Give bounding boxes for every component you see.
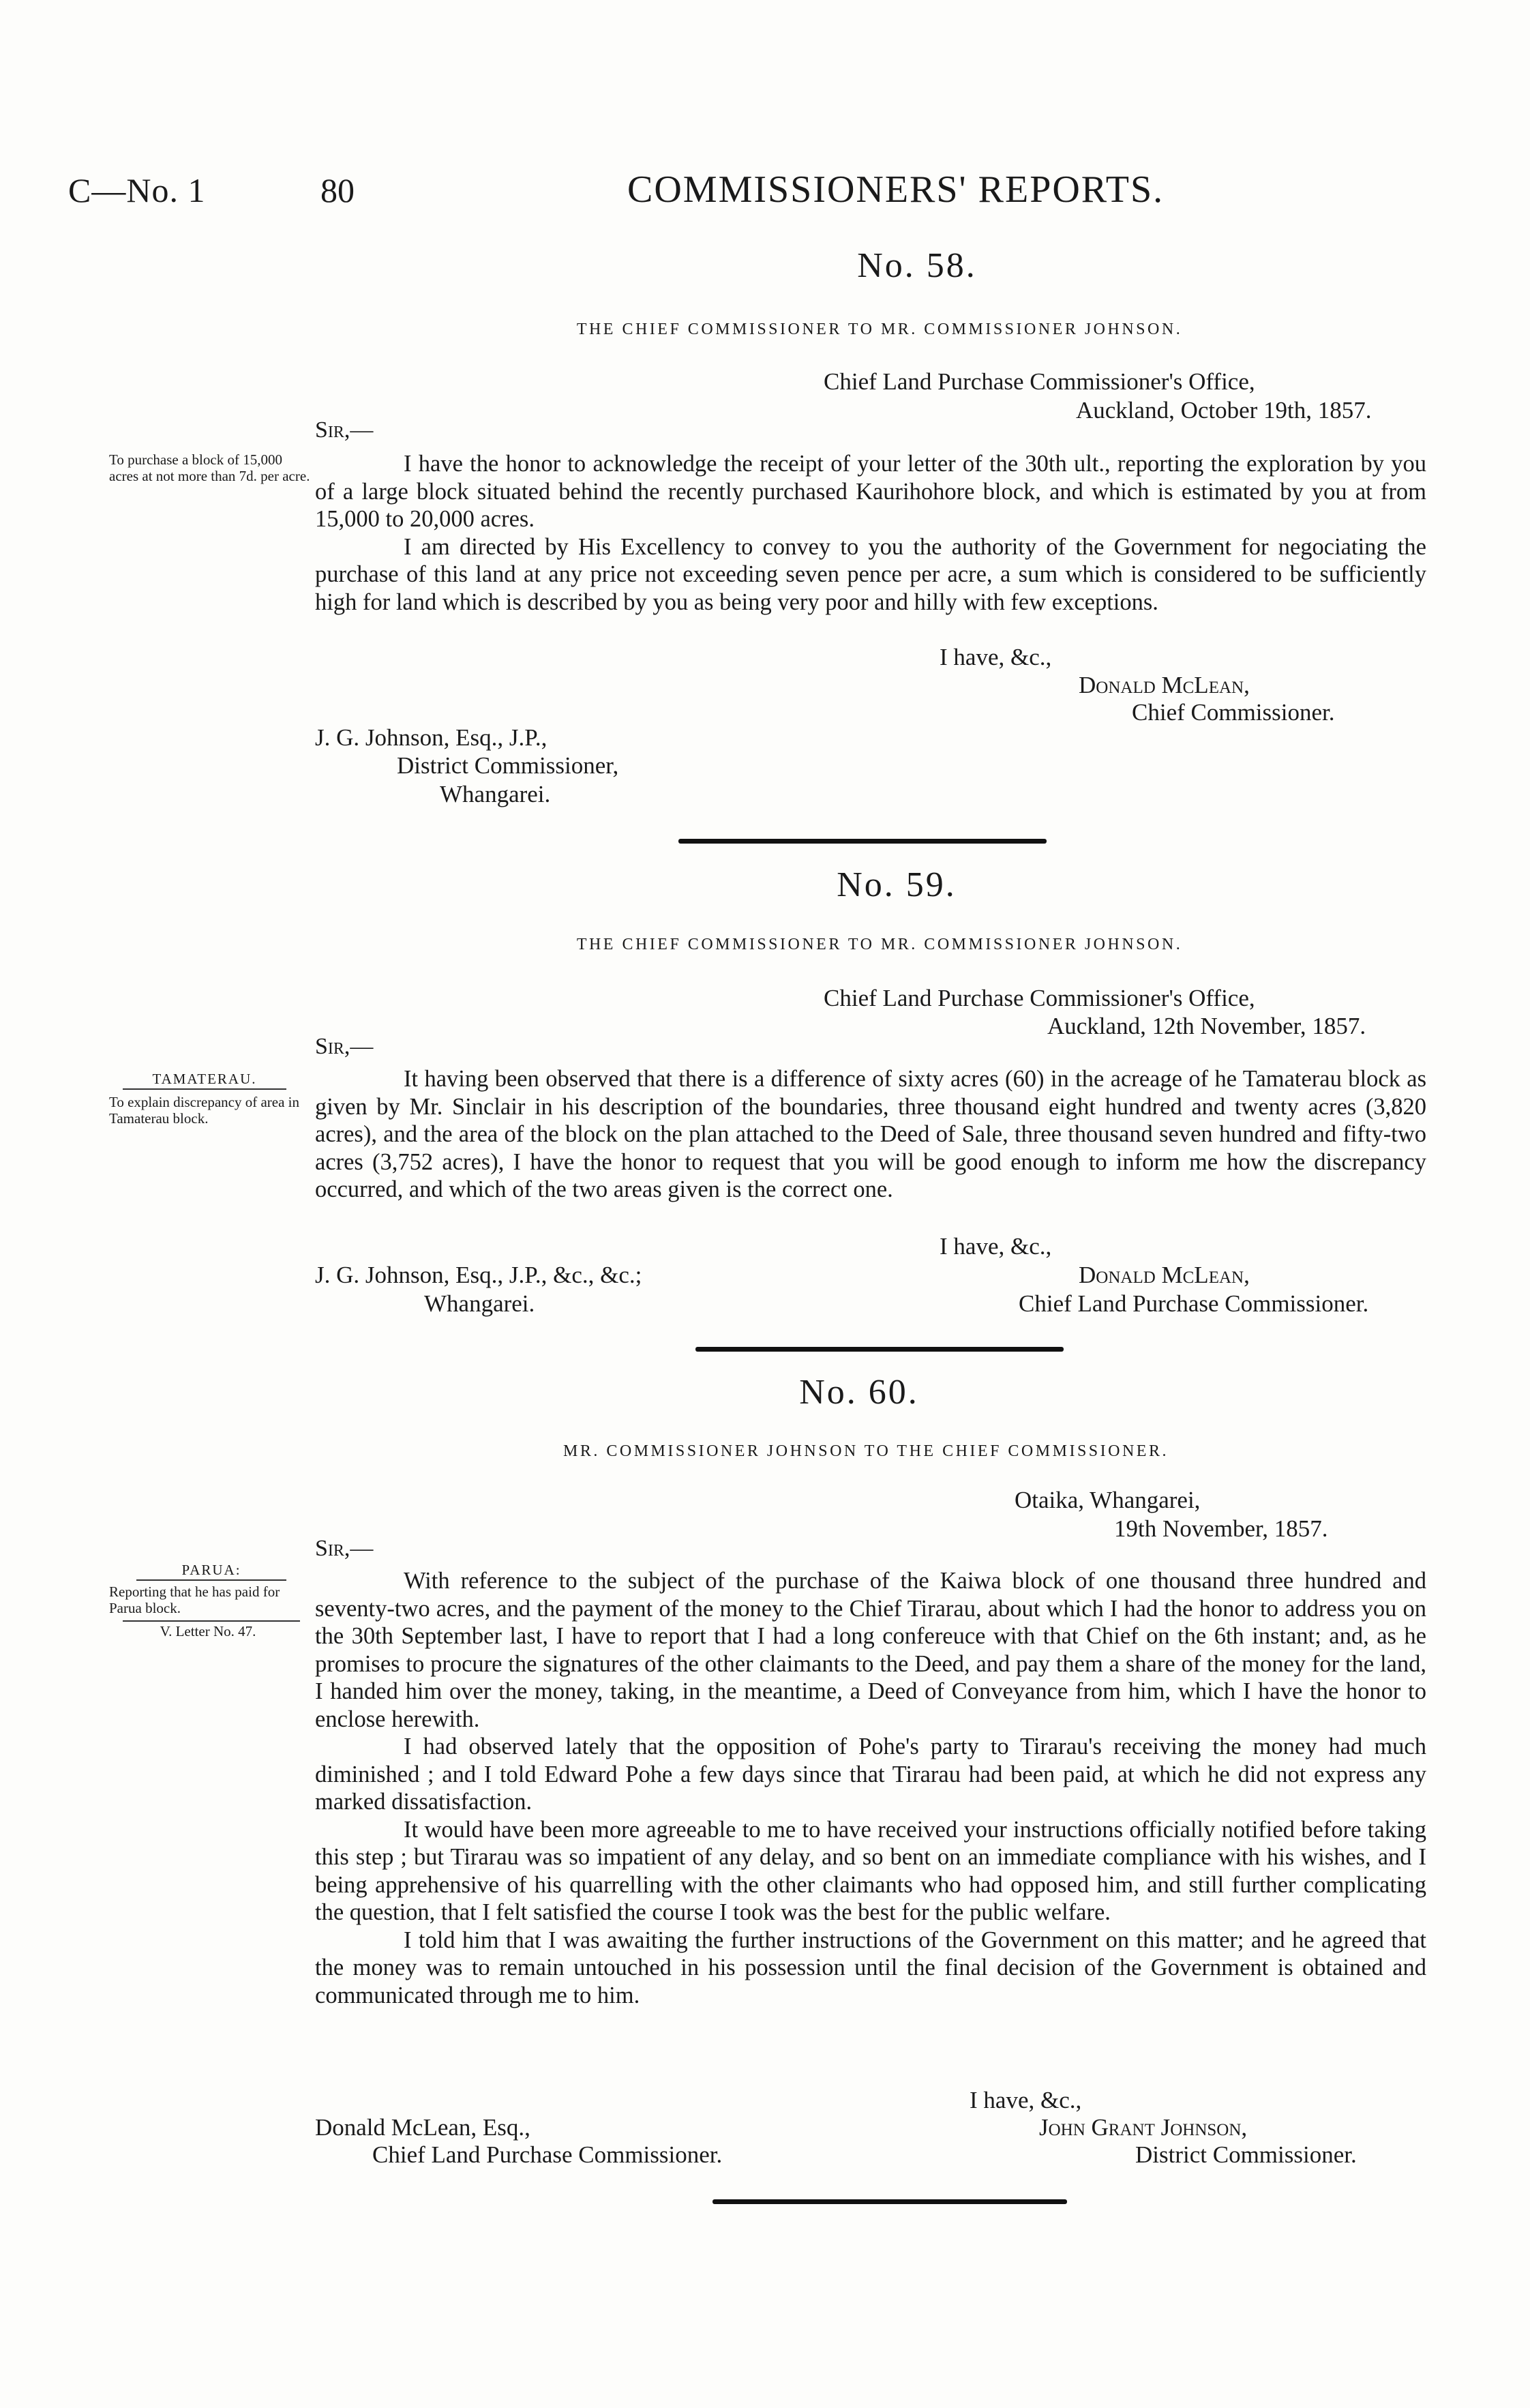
signature-title: Chief Commissioner. <box>1132 699 1335 726</box>
paragraph: I told him that I was awaiting the further instructions of the Government on this matter; and he agreed that the money was to remain untouched in his possession until the final decision of the Government is obtained and communicated through me to him. <box>315 1927 1426 2008</box>
paragraph: It having been observed that there is a difference of sixty acres (60) in the acreage of he Tamaterau block as given by Mr. Sinclair in his description of the boundaries, three thousand eight hundred and twenty acres (3,820 acres), and the area of the block on the plan attached to the Deed of Sale, three thousand seven hundred and fifty-two acres (3,752 acres), I have the honor to request that you will be good enough to inform me how the discrepancy occurred, and which of the two areas given is the correct one. <box>315 1066 1426 1202</box>
recipient-line: Whangarei. <box>440 781 551 807</box>
margin-note: To explain discrepancy of area in Tamaterau block. <box>109 1094 299 1127</box>
margin-rule <box>123 1088 286 1090</box>
letter-heading: MR. COMMISSIONER JOHNSON TO THE CHIEF COMMISSIONER. <box>563 1442 1169 1460</box>
signature-title: District Commissioner. <box>1135 2141 1357 2168</box>
salutation: Sir,— <box>315 417 374 443</box>
letter-address-line: 19th November, 1857. <box>1114 1515 1328 1542</box>
signature: Donald McLean, <box>1079 1262 1250 1288</box>
margin-note: To purchase a block of 15,000 acres at not more than 7d. per acre. <box>109 451 310 484</box>
recipient-line: Donald McLean, Esq., <box>315 2114 530 2141</box>
section-divider <box>695 1347 1064 1352</box>
paragraph: I had observed lately that the opposition of Pohe's party to Tirarau's receiving the money had much diminished ; and I told Edward Pohe a few days since that Tirarau had been paid, at which he did not express any marked dissatisfaction. <box>315 1734 1426 1815</box>
paragraph: I have the honor to acknowledge the receipt of your letter of the 30th ult., reporting the exploration by you of a large block situated behind the recently purchased Kaurihohore block, and which is estimated by you at from 15,000 to 20,000 acres. <box>315 451 1426 532</box>
recipient-line: District Commissioner, <box>397 752 619 779</box>
closing: I have, &c., <box>940 644 1052 670</box>
header-section-ref: C—No. 1 <box>68 171 206 209</box>
letter-number: No. 60. <box>799 1373 919 1412</box>
recipient-line: J. G. Johnson, Esq., J.P., &c., &c.; <box>315 1262 642 1288</box>
salutation: Sir,— <box>315 1034 374 1059</box>
signature: John Grant Johnson, <box>1039 2114 1248 2141</box>
recipient-line: Chief Land Purchase Commissioner. <box>372 2141 723 2168</box>
salutation: Sir,— <box>315 1536 374 1561</box>
letter-body <box>315 450 1426 616</box>
signature: Donald McLean, <box>1079 672 1250 698</box>
letter-heading: THE CHIEF COMMISSIONER TO MR. COMMISSIONER JOHNSON. <box>576 936 1183 953</box>
letter-body <box>315 1567 1426 2009</box>
section-divider <box>712 2199 1067 2204</box>
letter-address-line: Auckland, 12th November, 1857. <box>1047 1013 1366 1039</box>
paragraph: With reference to the subject of the purchase of the Kaiwa block of one thousand three hundred and seventy-two acres, and the payment of the money to the Chief Tirarau, about which I had the honor to address you on the 30th September last, I have to report that I had a long confereuce with that Chief on the 6th instant; and, as he promises to procure the signatures of the other claimants to the Deed, and pay them a share of the money for the land, I handed him over the money, taking, in the meantime, a Deed of Conveyance from him, which I have the honor to enclose herewith. <box>315 1568 1426 1732</box>
margin-rule <box>136 1579 286 1581</box>
margin-note: Reporting that he has paid for Parua block. <box>109 1584 280 1616</box>
letter-number: No. 58. <box>857 246 977 285</box>
paragraph: It would have been more agreeable to me to have received your instructions officially notified before taking this step ; but Tirarau was so impatient of any delay, and so bent on an immediate compliance with his wishes, and I being apprehensive of his quarrelling with the other claimants who had opposed him, and still further complicating the question, that I felt satisfied the course I took was the best for the public welfare. <box>315 1816 1426 1925</box>
letter-address-line: Chief Land Purchase Commissioner's Office, <box>824 985 1255 1011</box>
paragraph: I am directed by His Excellency to convey to you the authority of the Government for negociating the purchase of this land at any price not exceeding seven pence per acre, a sum which is considered to be sufficiently high for land which is described by you as being very poor and hilly with few exceptions. <box>315 533 1426 615</box>
letter-address-line: Auckland, October 19th, 1857. <box>1076 397 1372 423</box>
signature-title: Chief Land Purchase Commissioner. <box>1019 1290 1369 1317</box>
margin-title: TAMATERAU. <box>152 1071 257 1087</box>
header-page-number: 80 <box>320 171 355 209</box>
letter-address-line: Otaika, Whangarei, <box>1015 1487 1201 1513</box>
section-divider <box>678 839 1047 844</box>
header-title: COMMISSIONERS' REPORTS. <box>627 168 1165 211</box>
closing: I have, &c., <box>940 1233 1052 1260</box>
letter-address-line: Chief Land Purchase Commissioner's Office, <box>824 368 1255 395</box>
letter-body <box>315 1065 1426 1204</box>
margin-title: PARUA: <box>181 1562 241 1578</box>
margin-rule <box>123 1620 300 1622</box>
letter-number: No. 59. <box>837 865 957 904</box>
margin-reference: V. Letter No. 47. <box>160 1623 256 1639</box>
recipient-line: J. G. Johnson, Esq., J.P., <box>315 724 548 751</box>
closing: I have, &c., <box>970 2087 1082 2113</box>
letter-heading: THE CHIEF COMMISSIONER TO MR. COMMISSIONER JOHNSON. <box>576 321 1183 338</box>
recipient-line: Whangarei. <box>424 1290 535 1317</box>
